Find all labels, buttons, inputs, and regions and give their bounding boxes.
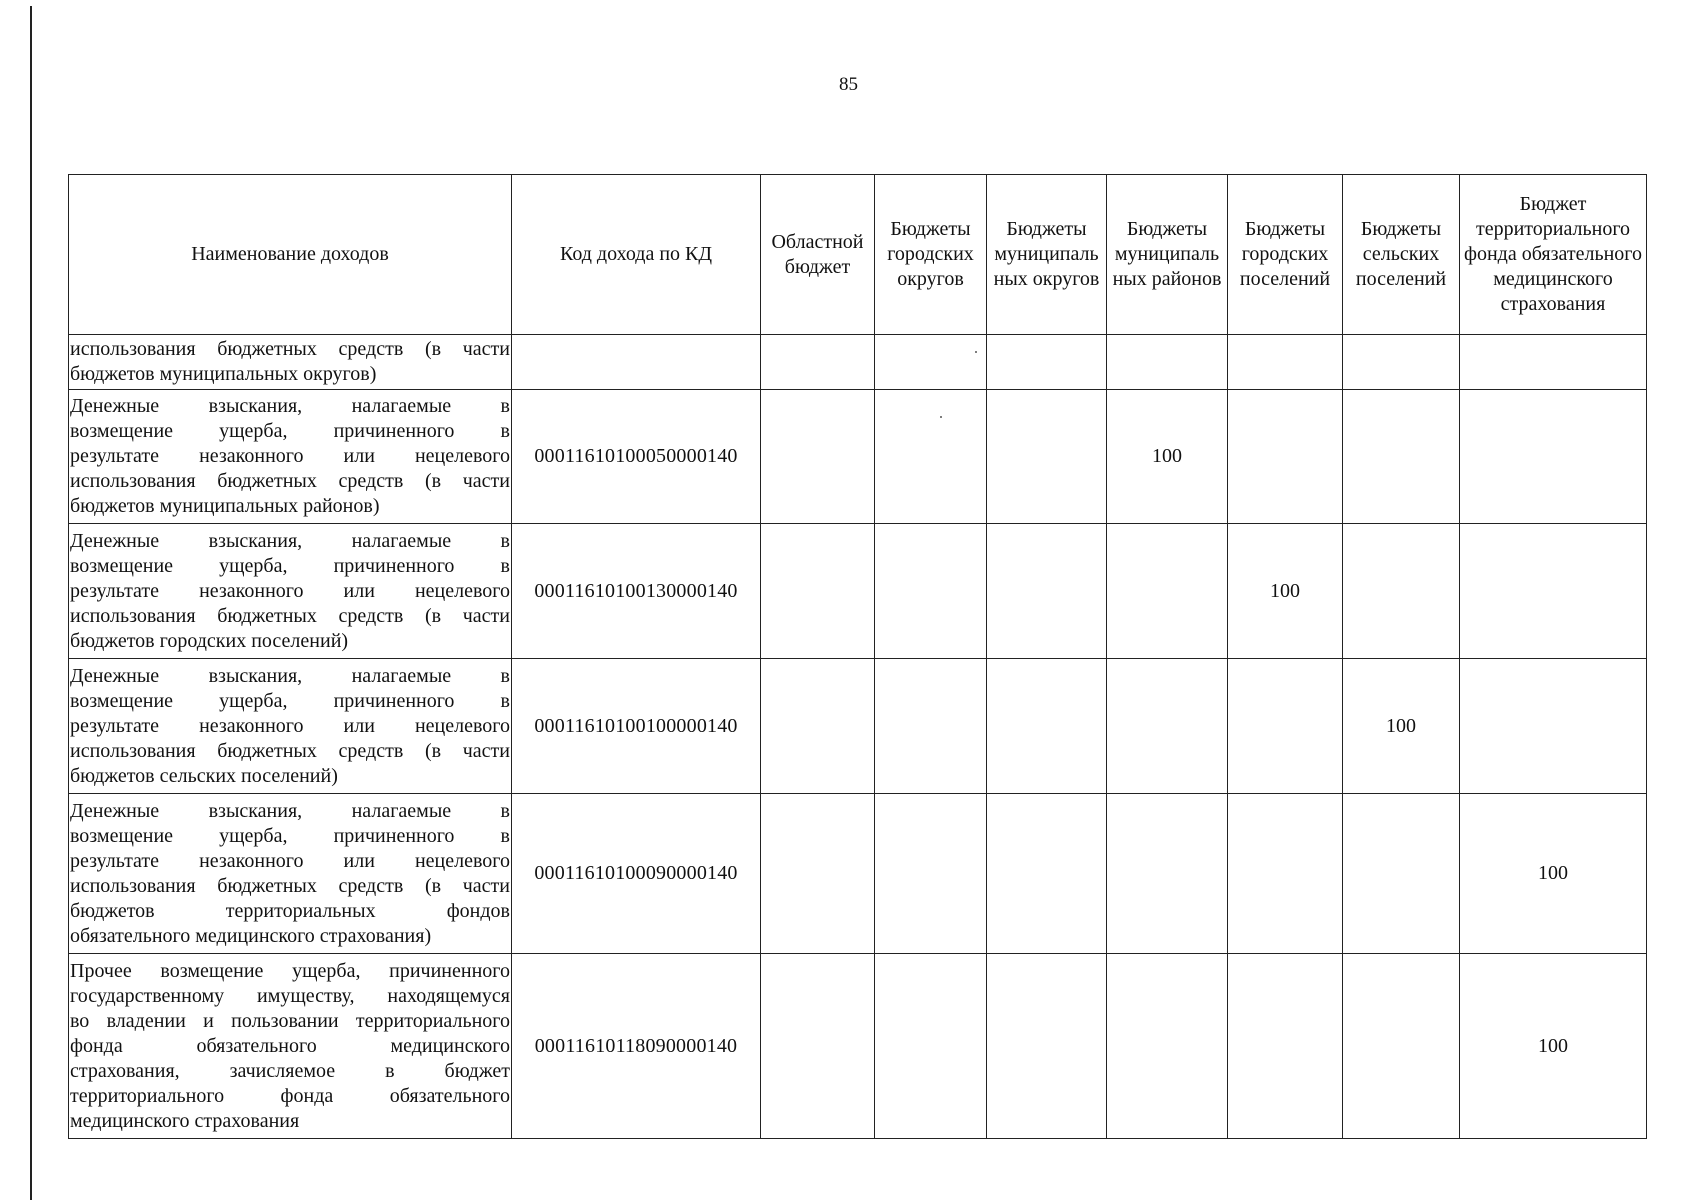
percent-cell: [987, 954, 1107, 1139]
income-name-line: Прочее возмещение ущерба, причиненного: [70, 959, 510, 982]
table-row: [69, 390, 1647, 524]
income-name-line: Денежные взыскания, налагаемые в: [70, 799, 510, 822]
percent-cell: [1228, 659, 1343, 794]
income-name-line: результате незаконного или нецелевого: [70, 714, 510, 737]
income-name-line: бюджетов сельских поселений): [70, 764, 338, 787]
income-name-line: бюджетов территориальных фондов: [70, 899, 510, 922]
percent-cell: [1460, 390, 1647, 524]
percent-cell: [761, 390, 875, 524]
income-code-cell: 00011610100090000140: [512, 794, 761, 954]
income-name-cell: [69, 954, 512, 1139]
income-name-line: во владении и пользовании территориального: [70, 1009, 510, 1032]
percent-cell: 100: [1343, 659, 1460, 794]
income-name-line: возмещение ущерба, причиненного в: [70, 420, 510, 442]
income-name-cell: [69, 335, 512, 390]
percent-cell: [987, 659, 1107, 794]
table-row: [69, 794, 1647, 954]
percent-cell: [761, 335, 875, 390]
percent-cell: 100: [1460, 794, 1647, 954]
percent-cell: [875, 524, 987, 659]
income-code-cell: [512, 335, 761, 390]
percent-cell: [1228, 794, 1343, 954]
page-number: 85: [839, 74, 858, 95]
header-medical-insurance-fund: Бюджет территориального фонда обязательного медицинского страхования: [1460, 175, 1647, 335]
percent-cell: 100: [1107, 390, 1228, 524]
percent-cell: [875, 335, 987, 390]
income-name-line: Денежные взыскания, налагаемые в: [70, 664, 510, 687]
income-name-line: территориального фонда обязательного: [70, 1084, 510, 1107]
percent-cell: [1228, 390, 1343, 524]
income-code-cell: 00011610100050000140: [512, 390, 761, 524]
income-name-line: возмещение ущерба, причиненного в: [70, 824, 510, 847]
percent-cell: 100: [1228, 524, 1343, 659]
table-row: [69, 954, 1647, 1139]
income-distribution-table: [68, 174, 1647, 1139]
income-name-line: возмещение ущерба, причиненного в: [70, 689, 510, 712]
table-row: [69, 659, 1647, 794]
income-name-line: бюджетов муниципальных округов): [70, 363, 377, 385]
table-row: [69, 335, 1647, 390]
income-name-line: государственному имуществу, находящемуся: [70, 984, 510, 1007]
percent-cell: [875, 659, 987, 794]
header-income-name: Наименование доходов: [69, 175, 512, 335]
income-code-cell: 00011610100130000140: [512, 524, 761, 659]
income-name-line: использования бюджетных средств (в части: [70, 739, 510, 762]
header-regional-budget: Областной бюджет: [761, 175, 875, 335]
header-municipal-districts: Бюджеты муниципаль ных округов: [987, 175, 1107, 335]
percent-cell: [761, 954, 875, 1139]
percent-cell: [875, 794, 987, 954]
income-name-line: возмещение ущерба, причиненного в: [70, 554, 510, 577]
income-code-cell: 00011610100100000140: [512, 659, 761, 794]
percent-cell: [1343, 524, 1460, 659]
income-name-cell: [69, 794, 512, 954]
scan-speck: [940, 416, 942, 418]
income-name-cell: [69, 659, 512, 794]
header-municipal-regions: Бюджеты муниципаль ных районов: [1107, 175, 1228, 335]
percent-cell: [761, 659, 875, 794]
income-name-line: бюджетов городских поселений): [70, 629, 349, 652]
percent-cell: [1107, 659, 1228, 794]
percent-cell: [761, 794, 875, 954]
income-name-line: использования бюджетных средств (в части: [70, 338, 510, 360]
income-name-line: использования бюджетных средств (в части: [70, 604, 510, 627]
percent-cell: [987, 794, 1107, 954]
income-name-line: бюджетов муниципальных районов): [70, 495, 380, 517]
header-city-districts: Бюджеты городских округов: [875, 175, 987, 335]
income-name-line: результате незаконного или нецелевого: [70, 579, 510, 602]
income-name-line: использования бюджетных средств (в части: [70, 470, 510, 492]
percent-cell: [1460, 524, 1647, 659]
percent-cell: [1343, 390, 1460, 524]
header-rural-settlements: Бюджеты сельских поселений: [1343, 175, 1460, 335]
income-name-line: обязательного медицинского страхования): [70, 924, 432, 947]
percent-cell: [875, 954, 987, 1139]
percent-cell: [761, 524, 875, 659]
percent-cell: [1460, 659, 1647, 794]
percent-cell: [1107, 524, 1228, 659]
income-name-line: страхования, зачисляемое в бюджет: [70, 1059, 510, 1082]
income-name-line: результате незаконного или нецелевого: [70, 849, 510, 872]
table-header-row: [69, 175, 1647, 335]
percent-cell: [1343, 335, 1460, 390]
income-name-cell: [69, 524, 512, 659]
income-code-cell: 00011610118090000140: [512, 954, 761, 1139]
income-name-line: медицинского страхования: [70, 1109, 300, 1132]
header-urban-settlements: Бюджеты городских поселений: [1228, 175, 1343, 335]
scan-speck: [975, 351, 977, 353]
percent-cell: [875, 390, 987, 524]
table-row: [69, 524, 1647, 659]
percent-cell: [987, 524, 1107, 659]
income-name-line: Денежные взыскания, налагаемые в: [70, 529, 510, 552]
income-name-line: фонда обязательного медицинского: [70, 1034, 510, 1057]
header-income-code: Код дохода по КД: [512, 175, 761, 335]
percent-cell: [1460, 335, 1647, 390]
income-name-line: Денежные взыскания, налагаемые в: [70, 395, 510, 417]
percent-cell: [1343, 954, 1460, 1139]
percent-cell: [1228, 335, 1343, 390]
page-margin-line: [30, 6, 32, 1200]
percent-cell: [1107, 954, 1228, 1139]
income-name-line: использования бюджетных средств (в части: [70, 874, 510, 897]
percent-cell: [1107, 794, 1228, 954]
percent-cell: [1343, 794, 1460, 954]
percent-cell: [987, 335, 1107, 390]
percent-cell: [1107, 335, 1228, 390]
income-name-line: результате незаконного или нецелевого: [70, 445, 510, 467]
percent-cell: [1228, 954, 1343, 1139]
percent-cell: 100: [1460, 954, 1647, 1139]
percent-cell: [987, 390, 1107, 524]
income-name-cell: [69, 390, 512, 524]
